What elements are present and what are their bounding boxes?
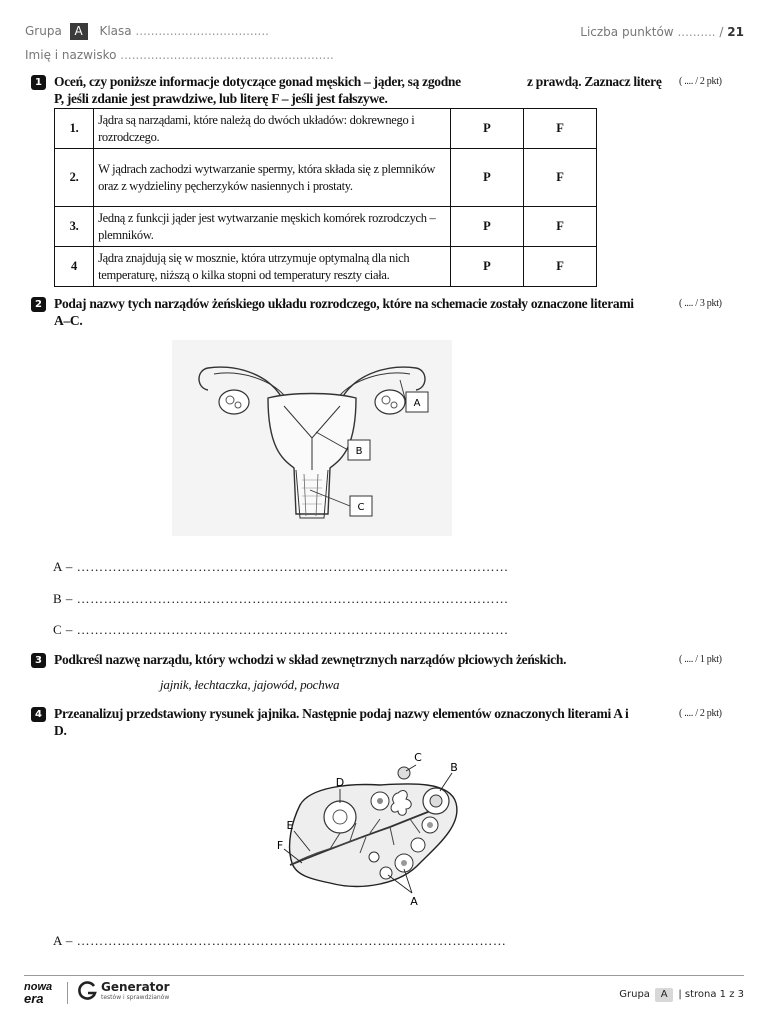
row-statement: Jądra są narządami, które należą do dwóch układów: dokrewnego i rozrodczego. <box>94 109 451 149</box>
answer-dots: …………………………………………………………………………………… <box>76 559 509 574</box>
footer-divider <box>24 975 744 976</box>
generator-g-icon <box>76 980 98 1002</box>
answer-dots: …………………………………………………………………………………… <box>76 622 509 637</box>
header-name-row <box>25 48 334 62</box>
row-statement: Jądra znajdują się w mosznie, która utrzymuje optymalną dla nich temperaturę, niższą o kilka stopni od temperatury reszty ciała. <box>94 247 451 287</box>
table-row <box>55 247 597 287</box>
row-statement: Jedną z funkcji jąder jest wytwarzanie męskich komórek rozrodczych – plemników. <box>94 207 451 247</box>
name-field[interactable]: ........................................................ <box>120 48 334 62</box>
nowa-era-logo <box>24 982 64 1004</box>
row-number: 1. <box>55 109 94 149</box>
logo-bottom-text: era <box>24 991 44 1006</box>
class-field[interactable]: ................................... <box>135 24 269 38</box>
task-1-question-line1: Oceń, czy poniższe informacje dotyczące gonad męskich – jąder, są zgodne <box>54 74 461 89</box>
task-4-question-line2: D. <box>54 723 67 738</box>
points-separator: / <box>719 25 724 39</box>
option-p[interactable]: P <box>450 247 523 287</box>
option-f[interactable]: F <box>523 247 596 287</box>
answer-line-b[interactable] <box>53 591 509 607</box>
generator-title: Generator <box>101 980 170 994</box>
label-c: C <box>357 502 365 513</box>
header-group-row <box>25 23 269 40</box>
task-3-question: Podkreśl nazwę narządu, który wchodzi w skład zewnętrznych narządów płciowych żeńskich. <box>54 652 567 667</box>
task-3-points: ( .... / 1 pkt) <box>679 654 722 665</box>
row-statement: W jądrach zachodzi wytwarzanie spermy, która składa się z plemników oraz z wydzieliny pęcherzyków nasiennych i prostaty. <box>94 149 451 207</box>
task-1-question-line2: P, jeśli zdanie jest prawdziwe, lub literę F – jeśli jest fałszywe. <box>54 91 388 106</box>
table-row <box>55 207 597 247</box>
group-label: Grupa <box>25 24 62 38</box>
option-p[interactable]: P <box>450 149 523 207</box>
true-false-table <box>54 108 597 287</box>
task-4-question-line1: Przeanalizuj przedstawiony rysunek jajnika. Następnie podaj nazwy elementów oznaczonych literami A i <box>54 706 629 721</box>
task-2-points: ( .... / 3 pkt) <box>679 298 722 309</box>
task-1-points: ( .... / 2 pkt) <box>679 76 722 87</box>
answer-line-c[interactable] <box>53 622 509 638</box>
option-f[interactable]: F <box>523 149 596 207</box>
task-3-badge: 3 <box>31 653 46 668</box>
option-p[interactable]: P <box>450 207 523 247</box>
task-3-word-list[interactable]: jajnik, łechtaczka, jajowód, pochwa <box>160 677 340 692</box>
task-2-question-line1: Podaj nazwy tych narządów żeńskiego układu rozrodczego, które na schemacie zostały oznaczone literami <box>54 296 634 311</box>
generator-subtitle: testów i sprawdzianów <box>101 994 170 1001</box>
option-f[interactable]: F <box>523 207 596 247</box>
task-4-points: ( .... / 2 pkt) <box>679 708 722 719</box>
points-field[interactable]: .......... <box>677 25 716 39</box>
task-2-question-line2: A–C. <box>54 313 83 328</box>
female-reproductive-diagram <box>172 340 452 536</box>
task-4-badge: 4 <box>31 707 46 722</box>
ovary-label-e: E <box>286 819 294 832</box>
ovary-label-a: A <box>410 895 418 908</box>
answer-line-a-task4[interactable] <box>53 933 506 949</box>
table-row <box>55 149 597 207</box>
group-badge: A <box>70 23 88 40</box>
task-2-badge: 2 <box>31 297 46 312</box>
name-label: Imię i nazwisko <box>25 48 117 62</box>
points-summary <box>580 25 744 39</box>
footer-group-badge: A <box>655 988 673 1002</box>
answer-label: B – <box>53 591 73 606</box>
answer-line-a[interactable] <box>53 559 509 575</box>
footer-page-text: | strona 1 z 3 <box>678 989 744 1000</box>
answer-dots: …………………………………………………………………………………… <box>76 591 509 606</box>
points-label: Liczba punktów <box>580 25 674 39</box>
points-total: 21 <box>727 25 744 39</box>
footer-group-label: Grupa <box>619 989 650 1000</box>
ovary-label-c: C <box>414 751 422 764</box>
answer-label: C – <box>53 622 73 637</box>
ovary-label-d: D <box>335 776 345 789</box>
ovary-diagram <box>270 745 470 910</box>
footer-logo-separator <box>67 982 68 1004</box>
answer-label: A – <box>53 559 73 574</box>
class-label: Klasa <box>99 24 132 38</box>
task-1-badge: 1 <box>31 75 46 90</box>
row-number: 2. <box>55 149 94 207</box>
row-number: 3. <box>55 207 94 247</box>
option-p[interactable]: P <box>450 109 523 149</box>
table-row <box>55 109 597 149</box>
answer-dots: …………………………….………………………………..…………………… <box>76 933 507 948</box>
ovary-label-b: B <box>450 761 458 774</box>
label-b: B <box>355 446 363 457</box>
row-number: 4 <box>55 247 94 287</box>
ovary-label-f: F <box>276 839 284 852</box>
label-a: A <box>413 398 421 409</box>
answer-label: A – <box>53 933 73 948</box>
task-1-question-line1b: z prawdą. Zaznacz literę <box>527 74 662 89</box>
option-f[interactable]: F <box>523 109 596 149</box>
footer-page-info <box>619 988 744 1002</box>
logo-top-text: nowa <box>24 981 53 993</box>
